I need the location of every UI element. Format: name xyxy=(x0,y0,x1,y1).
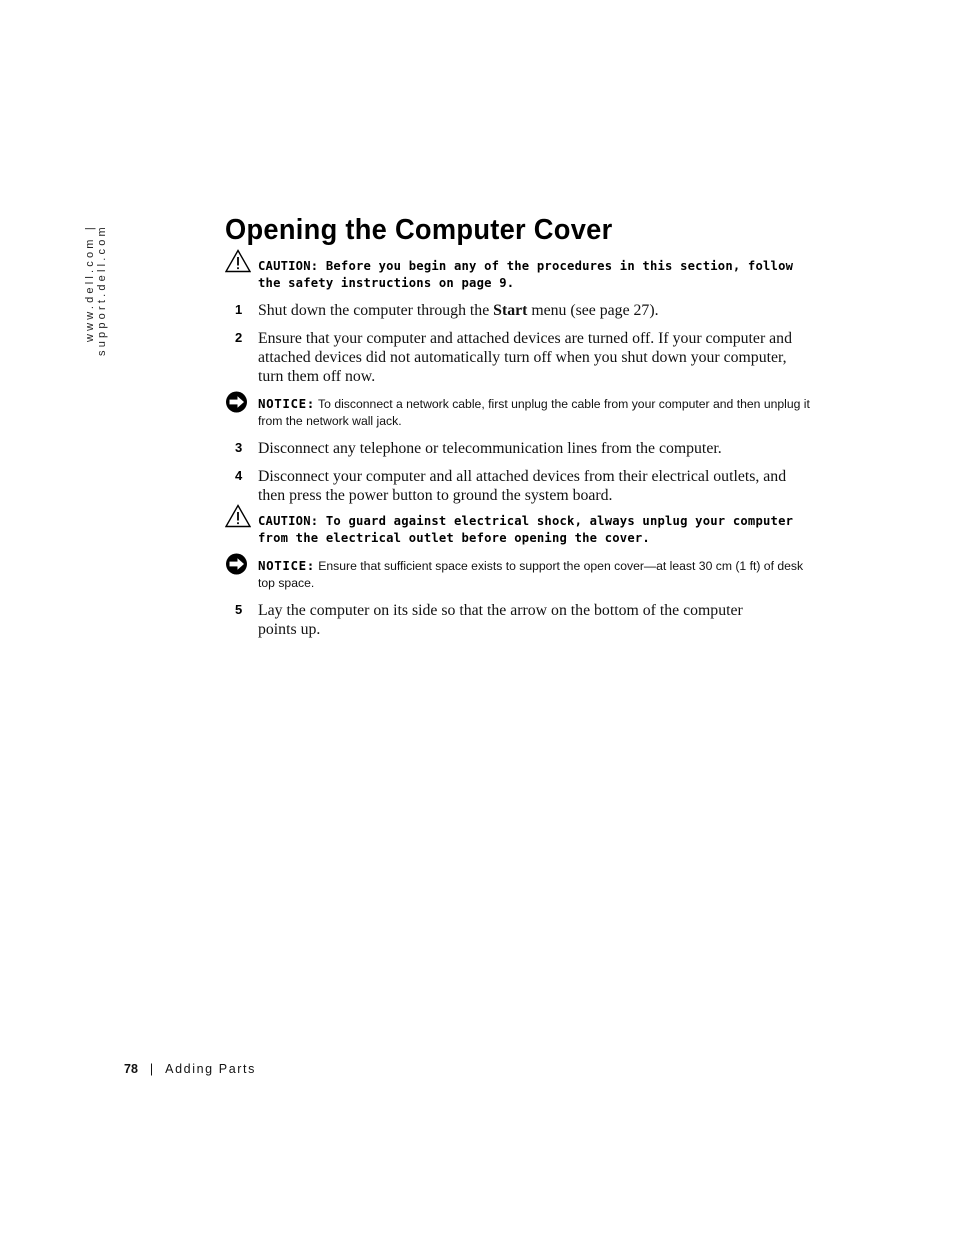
notice-arrow-icon xyxy=(225,553,251,577)
caution-block xyxy=(225,249,815,292)
step-item xyxy=(225,439,815,458)
step-text: Lay the computer on its side so that the arrow on the bottom of the computer points up. xyxy=(258,602,743,638)
caution-triangle-icon xyxy=(225,504,251,528)
page-title: Opening the Computer Cover xyxy=(225,214,613,246)
step-item xyxy=(225,301,815,320)
caution-text: CAUTION: Before you begin any of the procedures in this section, follow the safety instructions on page 9. xyxy=(258,259,794,290)
caution-triangle-icon xyxy=(225,249,251,273)
step-text: Disconnect any telephone or telecommunication lines from the computer. xyxy=(258,440,722,457)
notice-block xyxy=(225,390,815,430)
notice-label: NOTICE: xyxy=(258,558,315,573)
step-text-part: Shut down the computer through the xyxy=(258,302,494,319)
step-text: Ensure that your computer and attached devices are turned off. If your computer and attached devices did not automatically turn off when you shut down your computer, turn them off now. xyxy=(258,330,792,385)
footer-separator: | xyxy=(149,1062,154,1076)
page-footer xyxy=(124,1062,256,1076)
start-menu-label: Start xyxy=(493,302,528,319)
notice-arrow-icon xyxy=(225,391,251,415)
step-text: Disconnect your computer and all attached devices from their electrical outlets, and then press the power button to ground the system board. xyxy=(258,468,787,504)
step-text xyxy=(258,301,815,320)
notice-text xyxy=(258,552,815,592)
step-item xyxy=(225,329,815,386)
step-number: 2 xyxy=(235,330,243,345)
notice-label: NOTICE: xyxy=(258,396,315,411)
step-number: 3 xyxy=(235,440,243,455)
step-item xyxy=(225,467,815,505)
caution-text: CAUTION: To guard against electrical shock, always unplug your computer from the electrical outlet before opening the cover. xyxy=(258,514,794,545)
section-name: Adding Parts xyxy=(165,1062,256,1076)
step-number: 4 xyxy=(235,468,243,483)
notice-body: Ensure that sufficient space exists to support the open cover—at least 30 cm (1 ft) of desk top space. xyxy=(258,559,804,590)
step-number: 5 xyxy=(235,602,243,617)
notice-text xyxy=(258,390,815,430)
step-item xyxy=(225,601,815,639)
notice-body: To disconnect a network cable, first unplug the cable from your computer and then unplug it from the network wall jack. xyxy=(258,397,810,428)
step-text-part: menu (see page 27). xyxy=(527,302,659,319)
step-number: 1 xyxy=(235,302,243,317)
caution-block xyxy=(225,504,815,547)
notice-block xyxy=(225,552,815,592)
sidebar-url: www.dell.com | support.dell.com xyxy=(84,224,108,356)
page-number: 78 xyxy=(124,1062,138,1076)
